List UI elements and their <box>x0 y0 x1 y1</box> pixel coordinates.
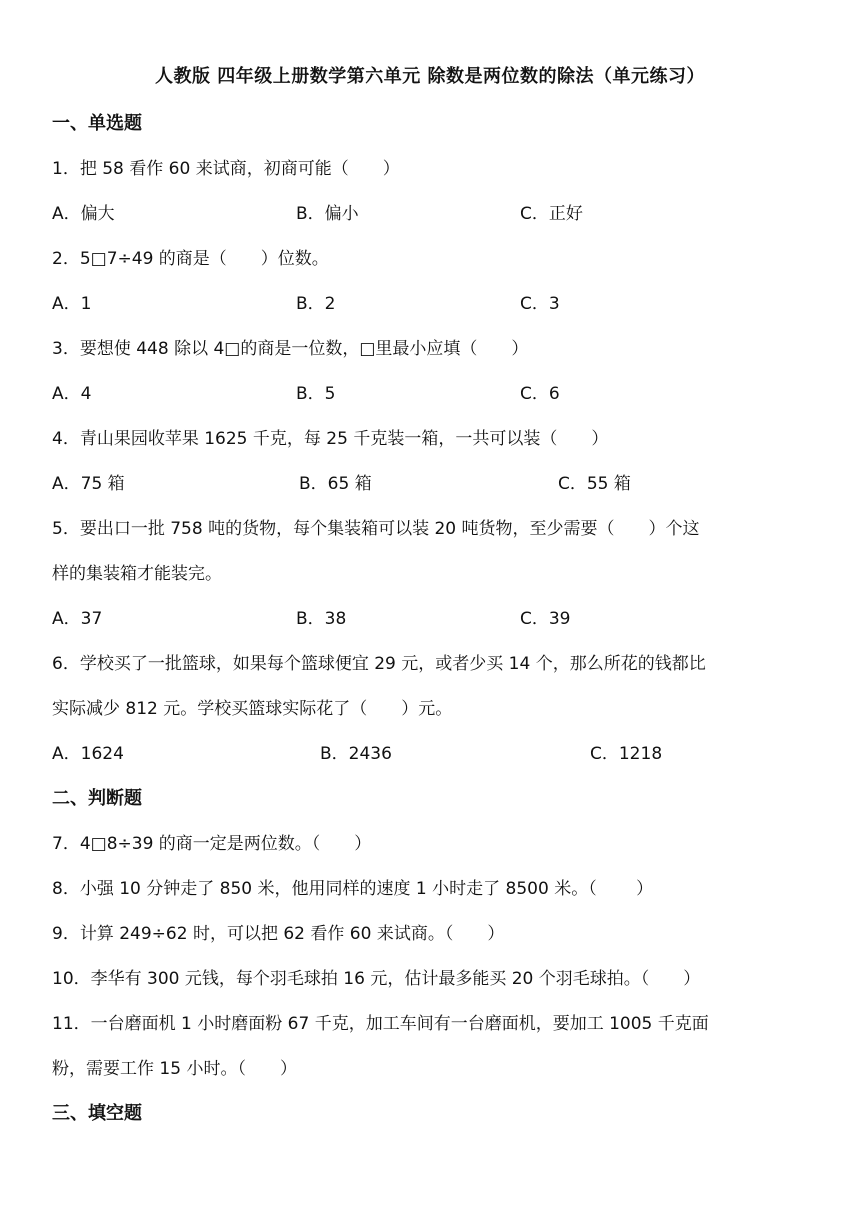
question-9-text: 9．计算 249÷62 时，可以把 62 看作 60 来试商。（ ） <box>52 924 505 944</box>
question-6-option-c: C．1218 <box>590 744 663 764</box>
question-11-text-line-1: 11．一台磨面机 1 小时磨面粉 67 千克，加工车间有一台磨面机，要加工 1005 千克面 <box>52 1014 709 1034</box>
question-6-text-line-2: 实际减少 812 元。学校买篮球实际花了（ ）元。 <box>52 699 453 719</box>
question-4-text: 4．青山果园收苹果 1625 千克，每 25 千克装一箱，一共可以装（ ） <box>52 429 609 449</box>
question-8-text: 8．小强 10 分钟走了 850 米，他用同样的速度 1 小时走了 8500 米。（ ） <box>52 879 654 899</box>
question-4-option-b: B．65 箱 <box>299 474 372 494</box>
question-6-option-b: B．2436 <box>320 744 392 764</box>
question-1-option-a: A．偏大 <box>52 204 115 224</box>
question-6-option-a: A．1624 <box>52 744 124 764</box>
section-heading-single-choice: 一、单选题 <box>52 113 142 134</box>
question-2-option-a: A．1 <box>52 294 92 314</box>
question-11-text-line-2: 粉，需要工作 15 小时。（ ） <box>52 1059 297 1079</box>
question-4-option-a: A．75 箱 <box>52 474 125 494</box>
question-1-option-c: C．正好 <box>520 204 583 224</box>
question-2-option-c: C．3 <box>520 294 560 314</box>
question-6-text-line-1: 6．学校买了一批篮球，如果每个篮球便宜 29 元，或者少买 14 个，那么所花的钱都比 <box>52 654 706 674</box>
question-5-option-a: A．37 <box>52 609 103 629</box>
question-1-text: 1．把 58 看作 60 来试商，初商可能（ ） <box>52 159 400 179</box>
question-2-option-b: B．2 <box>296 294 336 314</box>
question-5-text-line-1: 5．要出口一批 758 吨的货物，每个集装箱可以装 20 吨货物，至少需要（ ）个这 <box>52 519 700 539</box>
question-2-text: 2．5□7÷49 的商是（ ）位数。 <box>52 249 329 269</box>
question-1-option-b: B．偏小 <box>296 204 359 224</box>
page-title: 人教版 四年级上册数学第六单元 除数是两位数的除法（单元练习） <box>154 66 706 87</box>
question-3-option-a: A．4 <box>52 384 92 404</box>
question-10-text: 10．李华有 300 元钱，每个羽毛球拍 16 元，估计最多能买 20 个羽毛球拍。（ ） <box>52 969 701 989</box>
question-3-option-b: B．5 <box>296 384 336 404</box>
question-3-option-c: C．6 <box>520 384 560 404</box>
section-heading-true-false: 二、判断题 <box>52 788 142 809</box>
question-3-text: 3．要想使 448 除以 4□的商是一位数，□里最小应填（ ） <box>52 339 529 359</box>
question-5-text-line-2: 样的集装箱才能装完。 <box>52 564 222 584</box>
question-5-option-b: B．38 <box>296 609 347 629</box>
question-5-option-c: C．39 <box>520 609 571 629</box>
question-4-option-c: C．55 箱 <box>558 474 631 494</box>
section-heading-fill-in-blank: 三、填空题 <box>52 1103 142 1124</box>
question-7-text: 7．4□8÷39 的商一定是两位数。（ ） <box>52 834 372 854</box>
